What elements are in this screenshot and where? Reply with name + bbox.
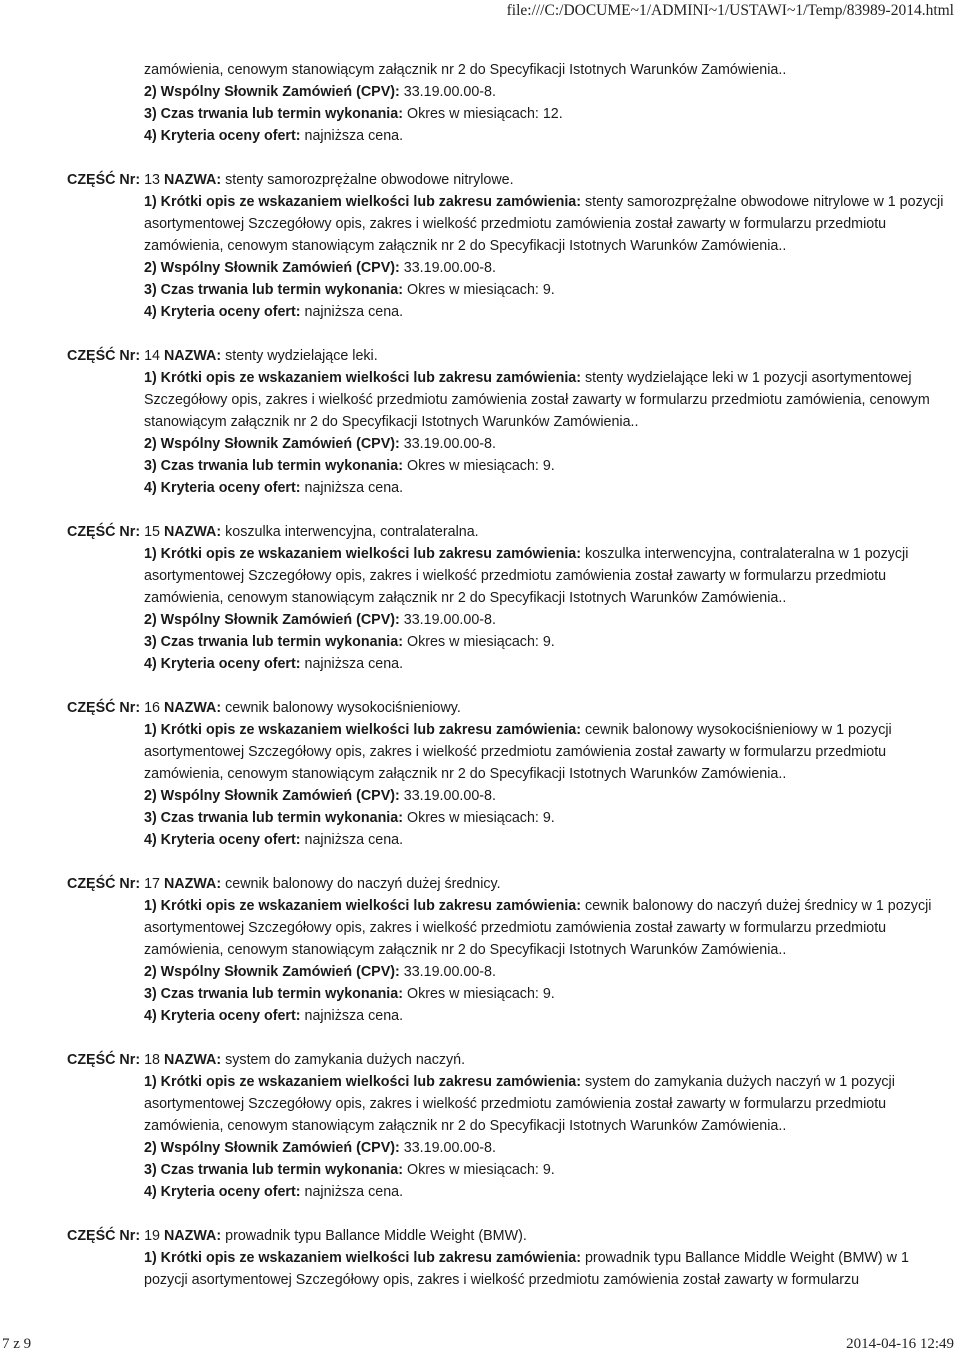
part-16 [67, 697, 947, 851]
document-body [67, 59, 947, 1291]
part-13 [67, 169, 947, 323]
opis-continuation: zamówienia, cenowym stanowiącym załącznik nr 2 do Specyfikacji Istotnych Warunków Zamówienia.. [144, 62, 787, 78]
part-17 [67, 873, 947, 1027]
czas-line: 3) Czas trwania lub termin wykonania: Okres w miesiącach: 9. [144, 986, 555, 1002]
opis-line: 1) Krótki opis ze wskazaniem wielkości lub zakresu zamówienia: cewnik balonowy do naczyń dużej średnicy w 1 pozycji asortymentowej Szczegółowy opis, zakres i wielkość przedmiotu zamówienia został zawarty w formularzu przedmiotu zamówienia, cenowym stanowiącym załącznik nr 2 do Specyfikacji Istotnych Warunków Zamówienia.. [144, 898, 932, 958]
opis-line: 1) Krótki opis ze wskazaniem wielkości lub zakresu zamówienia: koszulka interwencyjna, contralateralna w 1 pozycji asortymentowej Szczegółowy opis, zakres i wielkość przedmiotu zamówienia został zawarty w formularzu przedmiotu zamówienia, cenowym stanowiącym załącznik nr 2 do Specyfikacji Istotnych Warunków Zamówienia.. [144, 546, 909, 606]
kryteria-line: 4) Kryteria oceny ofert: najniższa cena. [144, 656, 404, 672]
kryteria-line: 4) Kryteria oceny ofert: najniższa cena. [144, 1184, 404, 1200]
page-header-url: file:///C:/DOCUME~1/ADMINI~1/USTAWI~1/Temp/83989-2014.html [506, 2, 954, 19]
part-heading: CZĘŚĆ Nr: 13 NAZWA: stenty samorozprężalne obwodowe nitrylowe. [67, 172, 514, 188]
part-heading: CZĘŚĆ Nr: 14 NAZWA: stenty wydzielające leki. [67, 348, 378, 364]
opis-line: 1) Krótki opis ze wskazaniem wielkości lub zakresu zamówienia: stenty samorozprężalne obwodowe nitrylowe w 1 pozycji asortymentowej Szczegółowy opis, zakres i wielkość przedmiotu zamówienia został zawarty w formularzu przedmiotu zamówienia, cenowym stanowiącym załącznik nr 2 do Specyfikacji Istotnych Warunków Zamówienia.. [144, 194, 944, 254]
kryteria-line: 4) Kryteria oceny ofert: najniższa cena. [144, 128, 404, 144]
part-19 [67, 1225, 947, 1291]
part-14 [67, 345, 947, 499]
opis-line: 1) Krótki opis ze wskazaniem wielkości lub zakresu zamówienia: prowadnik typu Ballance Middle Weight (BMW) w 1 pozycji asortymentowej Szczegółowy opis, zakres i wielkość przedmiotu zamówienia został zawarty w formularzu [144, 1250, 909, 1288]
print-datetime: 2014-04-16 12:49 [846, 1336, 954, 1352]
page-number: 7 z 9 [2, 1336, 32, 1352]
czas-line: 3) Czas trwania lub termin wykonania: Okres w miesiącach: 9. [144, 1162, 555, 1178]
part-heading: CZĘŚĆ Nr: 19 NAZWA: prowadnik typu Ballance Middle Weight (BMW). [67, 1228, 527, 1244]
kryteria-line: 4) Kryteria oceny ofert: najniższa cena. [144, 304, 404, 320]
opis-line: 1) Krótki opis ze wskazaniem wielkości lub zakresu zamówienia: stenty wydzielające leki w 1 pozycji asortymentowej Szczegółowy opis, zakres i wielkość przedmiotu zamówienia został zawarty w formularzu przedmiotu zamówienia, cenowym stanowiącym załącznik nr 2 do Specyfikacji Istotnych Warunków Zamówienia.. [144, 370, 930, 430]
part-heading: CZĘŚĆ Nr: 17 NAZWA: cewnik balonowy do naczyń dużej średnicy. [67, 876, 501, 892]
kryteria-line: 4) Kryteria oceny ofert: najniższa cena. [144, 1008, 404, 1024]
cpv-line: 2) Wspólny Słownik Zamówień (CPV): 33.19.00.00-8. [144, 436, 496, 452]
kryteria-line: 4) Kryteria oceny ofert: najniższa cena. [144, 480, 404, 496]
czas-line: 3) Czas trwania lub termin wykonania: Okres w miesiącach: 9. [144, 282, 555, 298]
opis-line: 1) Krótki opis ze wskazaniem wielkości lub zakresu zamówienia: cewnik balonowy wysokociśnieniowy w 1 pozycji asortymentowej Szczegółowy opis, zakres i wielkość przedmiotu zamówienia został zawarty w formularzu przedmiotu zamówienia, cenowym stanowiącym załącznik nr 2 do Specyfikacji Istotnych Warunków Zamówienia.. [144, 722, 892, 782]
czas-line: 3) Czas trwania lub termin wykonania: Okres w miesiącach: 9. [144, 634, 555, 650]
kryteria-line: 4) Kryteria oceny ofert: najniższa cena. [144, 832, 404, 848]
czas-line: 3) Czas trwania lub termin wykonania: Okres w miesiącach: 9. [144, 810, 555, 826]
cpv-line: 2) Wspólny Słownik Zamówień (CPV): 33.19.00.00-8. [144, 260, 496, 276]
part-heading: CZĘŚĆ Nr: 18 NAZWA: system do zamykania dużych naczyń. [67, 1052, 466, 1068]
part-heading: CZĘŚĆ Nr: 15 NAZWA: koszulka interwencyjna, contralateralna. [67, 524, 479, 540]
opis-line: 1) Krótki opis ze wskazaniem wielkości lub zakresu zamówienia: system do zamykania dużych naczyń w 1 pozycji asortymentowej Szczegółowy opis, zakres i wielkość przedmiotu zamówienia został zawarty w formularzu przedmiotu zamówienia, cenowym stanowiącym załącznik nr 2 do Specyfikacji Istotnych Warunków Zamówienia.. [144, 1074, 895, 1134]
part-heading: CZĘŚĆ Nr: 16 NAZWA: cewnik balonowy wysokociśnieniowy. [67, 700, 461, 716]
cpv-line: 2) Wspólny Słownik Zamówień (CPV): 33.19.00.00-8. [144, 964, 496, 980]
cpv-line: 2) Wspólny Słownik Zamówień (CPV): 33.19.00.00-8. [144, 84, 496, 100]
czas-line: 3) Czas trwania lub termin wykonania: Okres w miesiącach: 12. [144, 106, 563, 122]
part-12-tail [67, 59, 947, 147]
czas-line: 3) Czas trwania lub termin wykonania: Okres w miesiącach: 9. [144, 458, 555, 474]
cpv-line: 2) Wspólny Słownik Zamówień (CPV): 33.19.00.00-8. [144, 1140, 496, 1156]
cpv-line: 2) Wspólny Słownik Zamówień (CPV): 33.19.00.00-8. [144, 788, 496, 804]
cpv-line: 2) Wspólny Słownik Zamówień (CPV): 33.19.00.00-8. [144, 612, 496, 628]
part-18 [67, 1049, 947, 1203]
part-15 [67, 521, 947, 675]
